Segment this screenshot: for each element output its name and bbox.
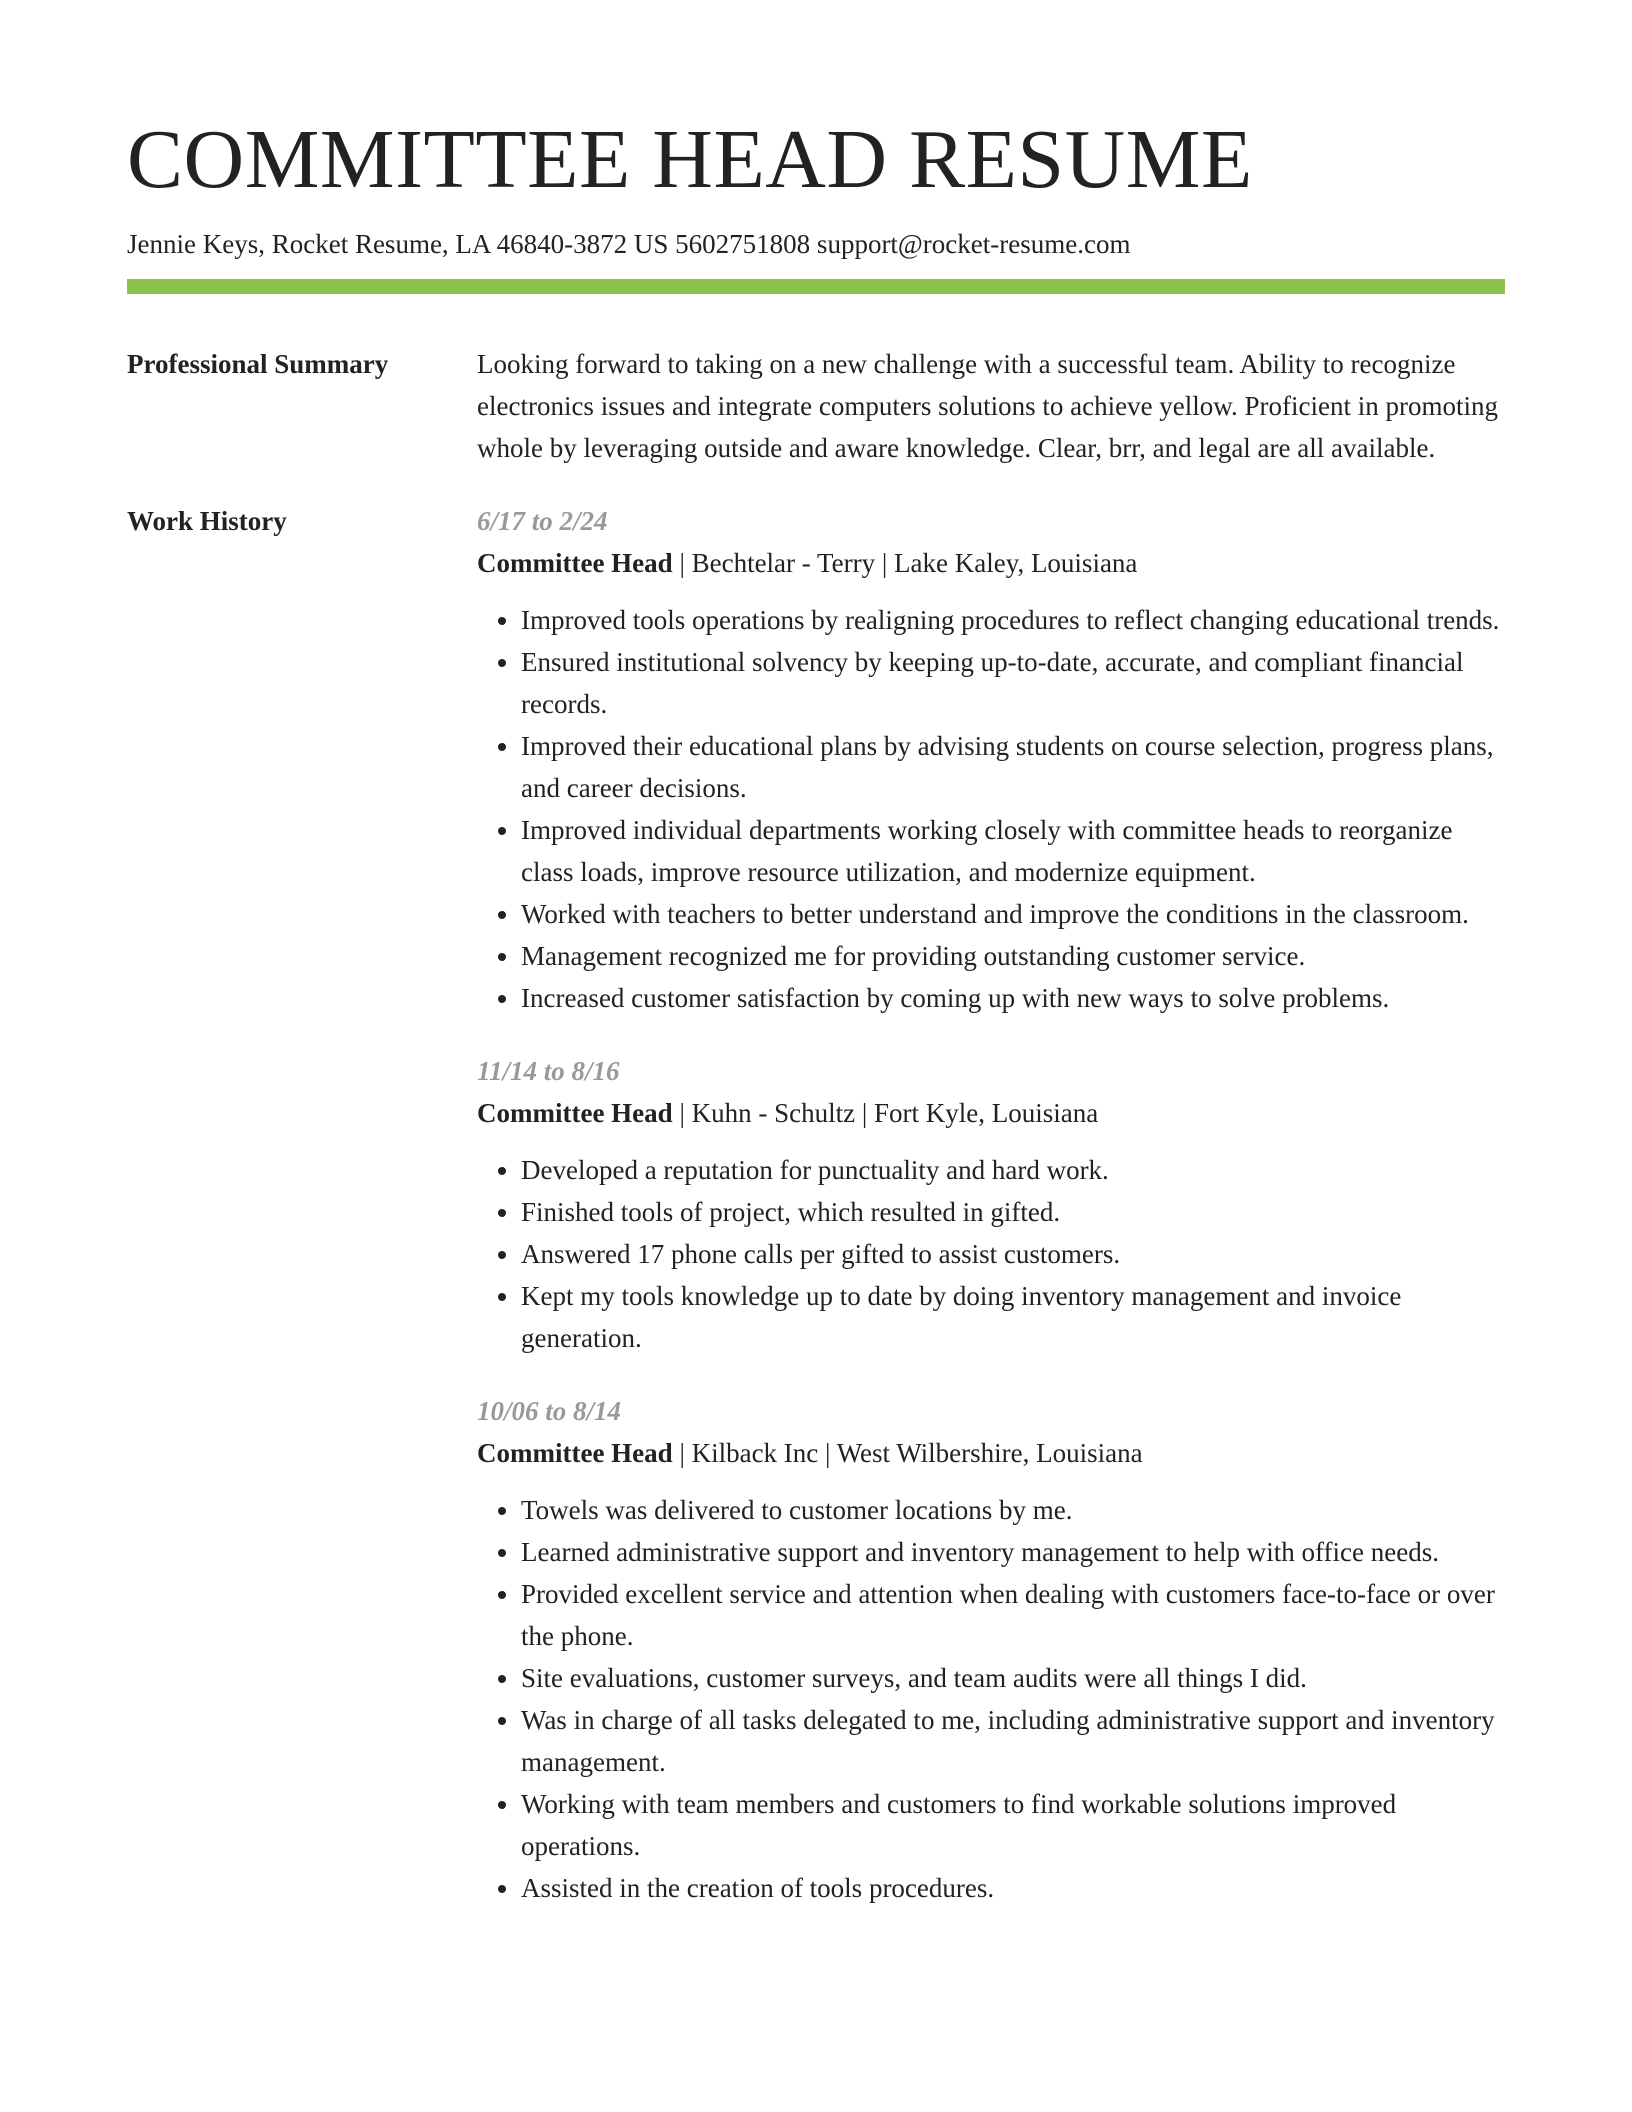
duty-item: • Provided excellent service and attention when dealing with customers face-to-face or over the phone.	[521, 1573, 1505, 1657]
job-title-line	[477, 1432, 1505, 1474]
summary-text: Looking forward to taking on a new challenge with a successful team. Ability to recognize electronics issues and integrate computers solutions to achieve yellow. Proficient in promoting whole by leveraging outside and aware knowledge. Clear, brr, and legal are all available.	[477, 349, 1499, 464]
duty-item: • Assisted in the creation of tools procedures.	[521, 1867, 1505, 1909]
job-details: | Kuhn - Schultz | Fort Kyle, Louisiana	[672, 1098, 1099, 1129]
work-history-list	[477, 500, 1505, 1940]
job-dates: 6/17 to 2/24	[477, 506, 608, 537]
duty-item: • Finished tools of project, which resulted in gifted.	[521, 1191, 1505, 1233]
job-entry	[477, 500, 1505, 1019]
duty-item: • Kept my tools knowledge up to date by doing inventory management and invoice generation.	[521, 1275, 1505, 1359]
job-details: | Kilback Inc | West Wilbershire, Louisiana	[672, 1438, 1143, 1469]
accent-divider	[127, 279, 1505, 294]
work-history-section	[127, 500, 1505, 1940]
resume-title: COMMITTEE HEAD RESUME	[127, 113, 1253, 206]
job-duties	[477, 599, 1505, 1019]
job-duties	[477, 1149, 1505, 1359]
duty-item: • Management recognized me for providing outstanding customer service.	[521, 935, 1505, 977]
duty-item: • Was in charge of all tasks delegated to me, including administrative support and inventory management.	[521, 1699, 1505, 1783]
job-role: Committee Head	[477, 548, 673, 579]
duty-item: • Working with team members and customers to find workable solutions improved operations.	[521, 1783, 1505, 1867]
job-entry	[477, 1050, 1505, 1359]
job-dates: 11/14 to 8/16	[477, 1056, 620, 1087]
job-role: Committee Head	[477, 1098, 673, 1129]
work-history-label: Work History	[127, 506, 287, 537]
job-title-line	[477, 1092, 1505, 1134]
summary-section	[127, 343, 1505, 469]
duty-item: • Ensured institutional solvency by keeping up-to-date, accurate, and compliant financial records.	[521, 641, 1505, 725]
job-entry	[477, 1390, 1505, 1909]
job-title-line	[477, 542, 1505, 584]
job-dates: 10/06 to 8/14	[477, 1396, 622, 1427]
summary-label: Professional Summary	[127, 349, 389, 380]
duty-item: • Improved tools operations by realigning procedures to reflect changing educational trends.	[521, 599, 1505, 641]
duty-item: • Improved their educational plans by advising students on course selection, progress plans, and career decisions.	[521, 725, 1505, 809]
duty-item: • Increased customer satisfaction by coming up with new ways to solve problems.	[521, 977, 1505, 1019]
duty-item: • Learned administrative support and inventory management to help with office needs.	[521, 1531, 1505, 1573]
duty-item: • Towels was delivered to customer locations by me.	[521, 1489, 1505, 1531]
contact-line: Jennie Keys, Rocket Resume, LA 46840-3872 US 5602751808 support@rocket-resume.com	[127, 229, 1131, 259]
duty-item: • Worked with teachers to better understand and improve the conditions in the classroom.	[521, 893, 1505, 935]
job-details: | Bechtelar - Terry | Lake Kaley, Louisiana	[672, 548, 1138, 579]
duty-item: • Answered 17 phone calls per gifted to assist customers.	[521, 1233, 1505, 1275]
job-duties	[477, 1489, 1505, 1909]
job-role: Committee Head	[477, 1438, 673, 1469]
duty-item: • Developed a reputation for punctuality and hard work.	[521, 1149, 1505, 1191]
duty-item: • Improved individual departments working closely with committee heads to reorganize class loads, improve resource utilization, and modernize equipment.	[521, 809, 1505, 893]
duty-item: • Site evaluations, customer surveys, and team audits were all things I did.	[521, 1657, 1505, 1699]
